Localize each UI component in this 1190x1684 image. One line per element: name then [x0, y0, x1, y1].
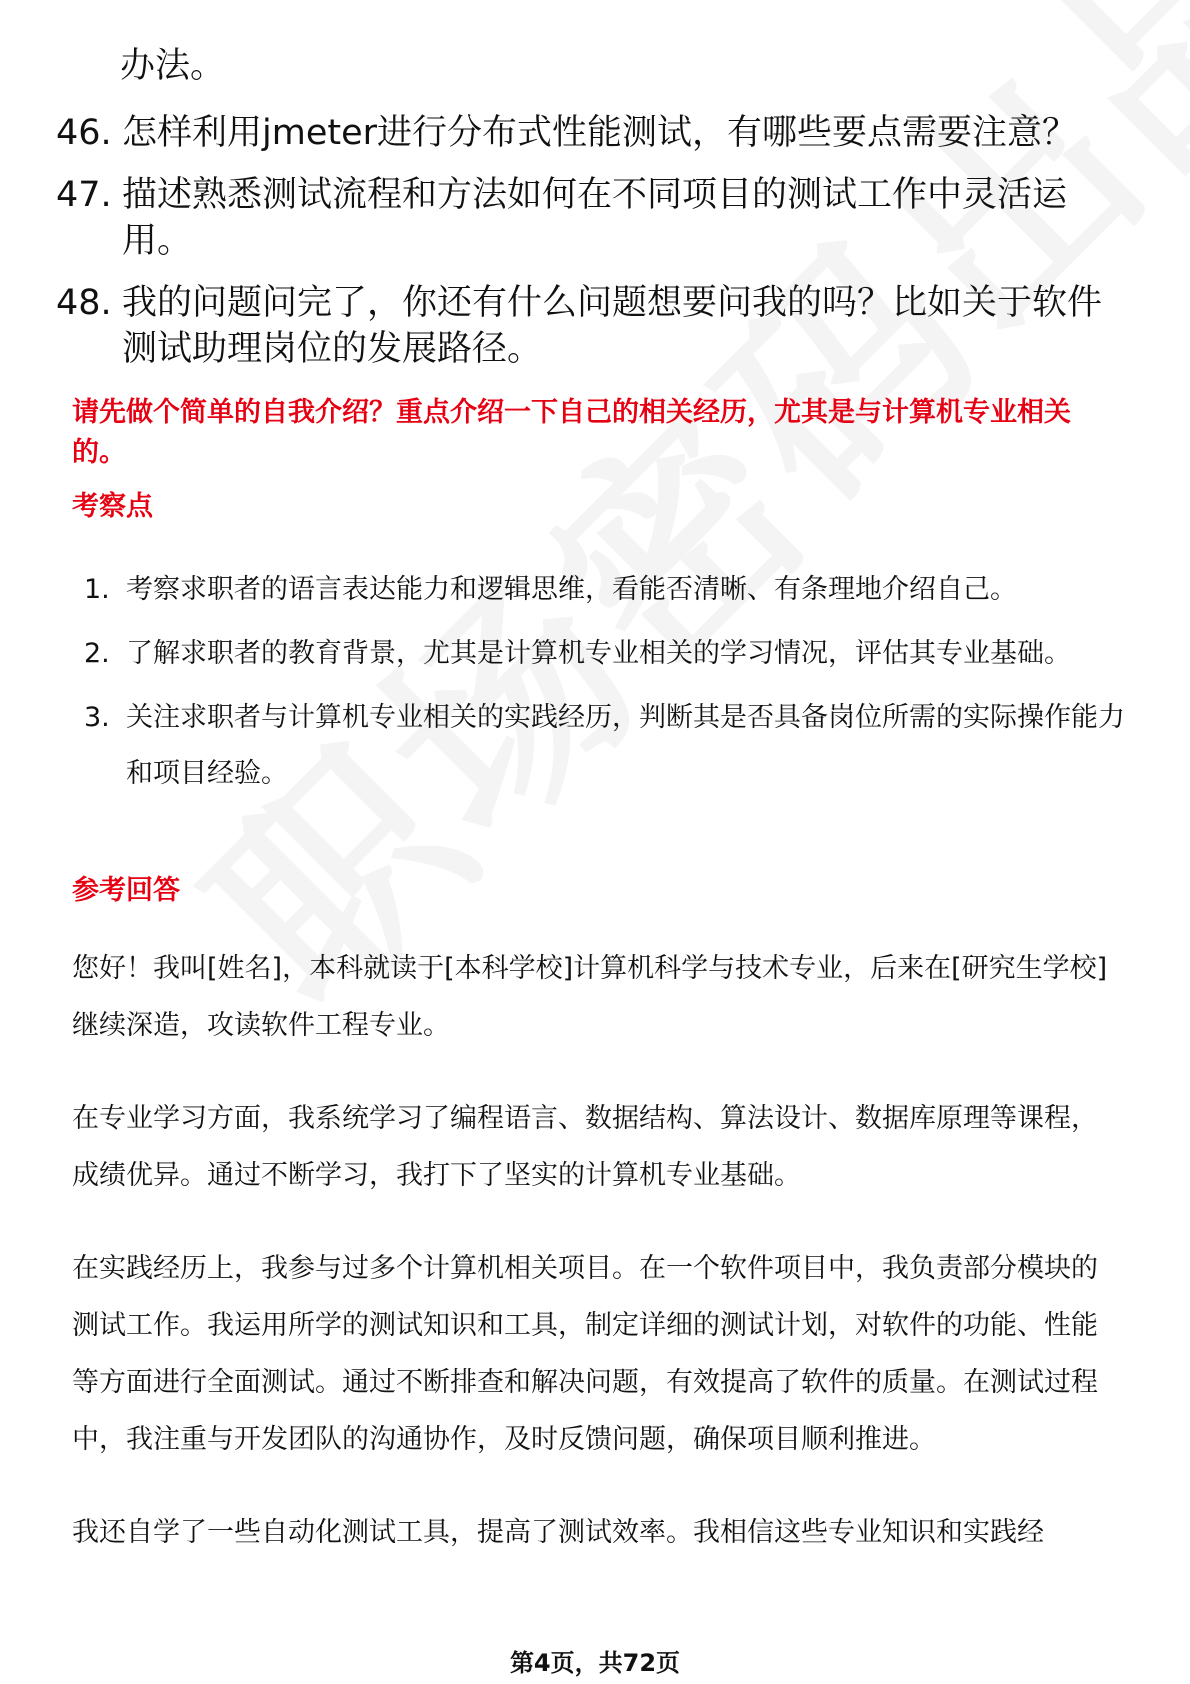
question-number: 48.	[56, 283, 112, 323]
question-text: 我的问题问完了，你还有什么问题想要问我的吗？比如关于软件测试助理岗位的发展路径。	[122, 283, 1103, 369]
point-number: 1.	[84, 574, 110, 605]
page-number-footer: 第4页，共72页	[509, 1649, 681, 1677]
question-item-47	[56, 172, 1136, 264]
question-number: 46.	[56, 113, 112, 153]
assessment-point	[84, 562, 1134, 618]
answer-paragraph: 在实践经历上，我参与过多个计算机相关项目。在一个软件项目中，我负责部分模块的测试工作。我运用所学的测试知识和工具，制定详细的测试计划，对软件的功能、性能等方面进行全面测试。通过不断排查和解决问题，有效提高了软件的质量。在测试过程中，我注重与开发团队的沟通协作，及时反馈问题，确保项目顺利推进。	[72, 1253, 1098, 1455]
question-continuation: 办法。	[120, 46, 226, 86]
point-number: 2.	[84, 638, 110, 669]
answer-paragraph: 在专业学习方面，我系统学习了编程语言、数据结构、算法设计、数据库原理等课程，成绩优异。通过不断学习，我打下了坚实的计算机专业基础。	[72, 1103, 1098, 1191]
points-label: 考察点	[72, 491, 153, 522]
question-text: 描述熟悉测试流程和方法如何在不同项目的测试工作中灵活运用。	[122, 175, 1068, 261]
answer-paragraph: 您好！我叫[姓名]，本科就读于[本科学校]计算机科学与技术专业，后来在[研究生学校]继续深造，攻读软件工程专业。	[72, 953, 1108, 1041]
interview-question-heading: 请先做个简单的自我介绍？重点介绍一下自己的相关经历，尤其是与计算机专业相关的。	[72, 397, 1071, 468]
point-text: 考察求职者的语言表达能力和逻辑思维，看能否清晰、有条理地介绍自己。	[126, 574, 1017, 605]
question-item-46	[56, 110, 1136, 156]
assessment-points-list	[84, 562, 1134, 810]
reference-answer	[72, 940, 1122, 1597]
assessment-point	[84, 690, 1134, 802]
question-list	[56, 110, 1136, 388]
point-number: 3.	[84, 702, 110, 733]
answer-paragraph: 我还自学了一些自动化测试工具，提高了测试效率。我相信这些专业知识和实践经	[72, 1517, 1044, 1548]
assessment-point	[84, 626, 1134, 682]
question-item-48	[56, 280, 1136, 372]
point-text: 了解求职者的教育背景，尤其是计算机专业相关的学习情况，评估其专业基础。	[126, 638, 1071, 669]
question-text: 怎样利用jmeter进行分布式性能测试，有哪些要点需要注意？	[122, 113, 1077, 153]
point-text: 关注求职者与计算机专业相关的实践经历，判断其是否具备岗位所需的实际操作能力和项目经验。	[126, 702, 1125, 789]
question-number: 47.	[56, 175, 112, 215]
answer-label: 参考回答	[72, 875, 180, 906]
